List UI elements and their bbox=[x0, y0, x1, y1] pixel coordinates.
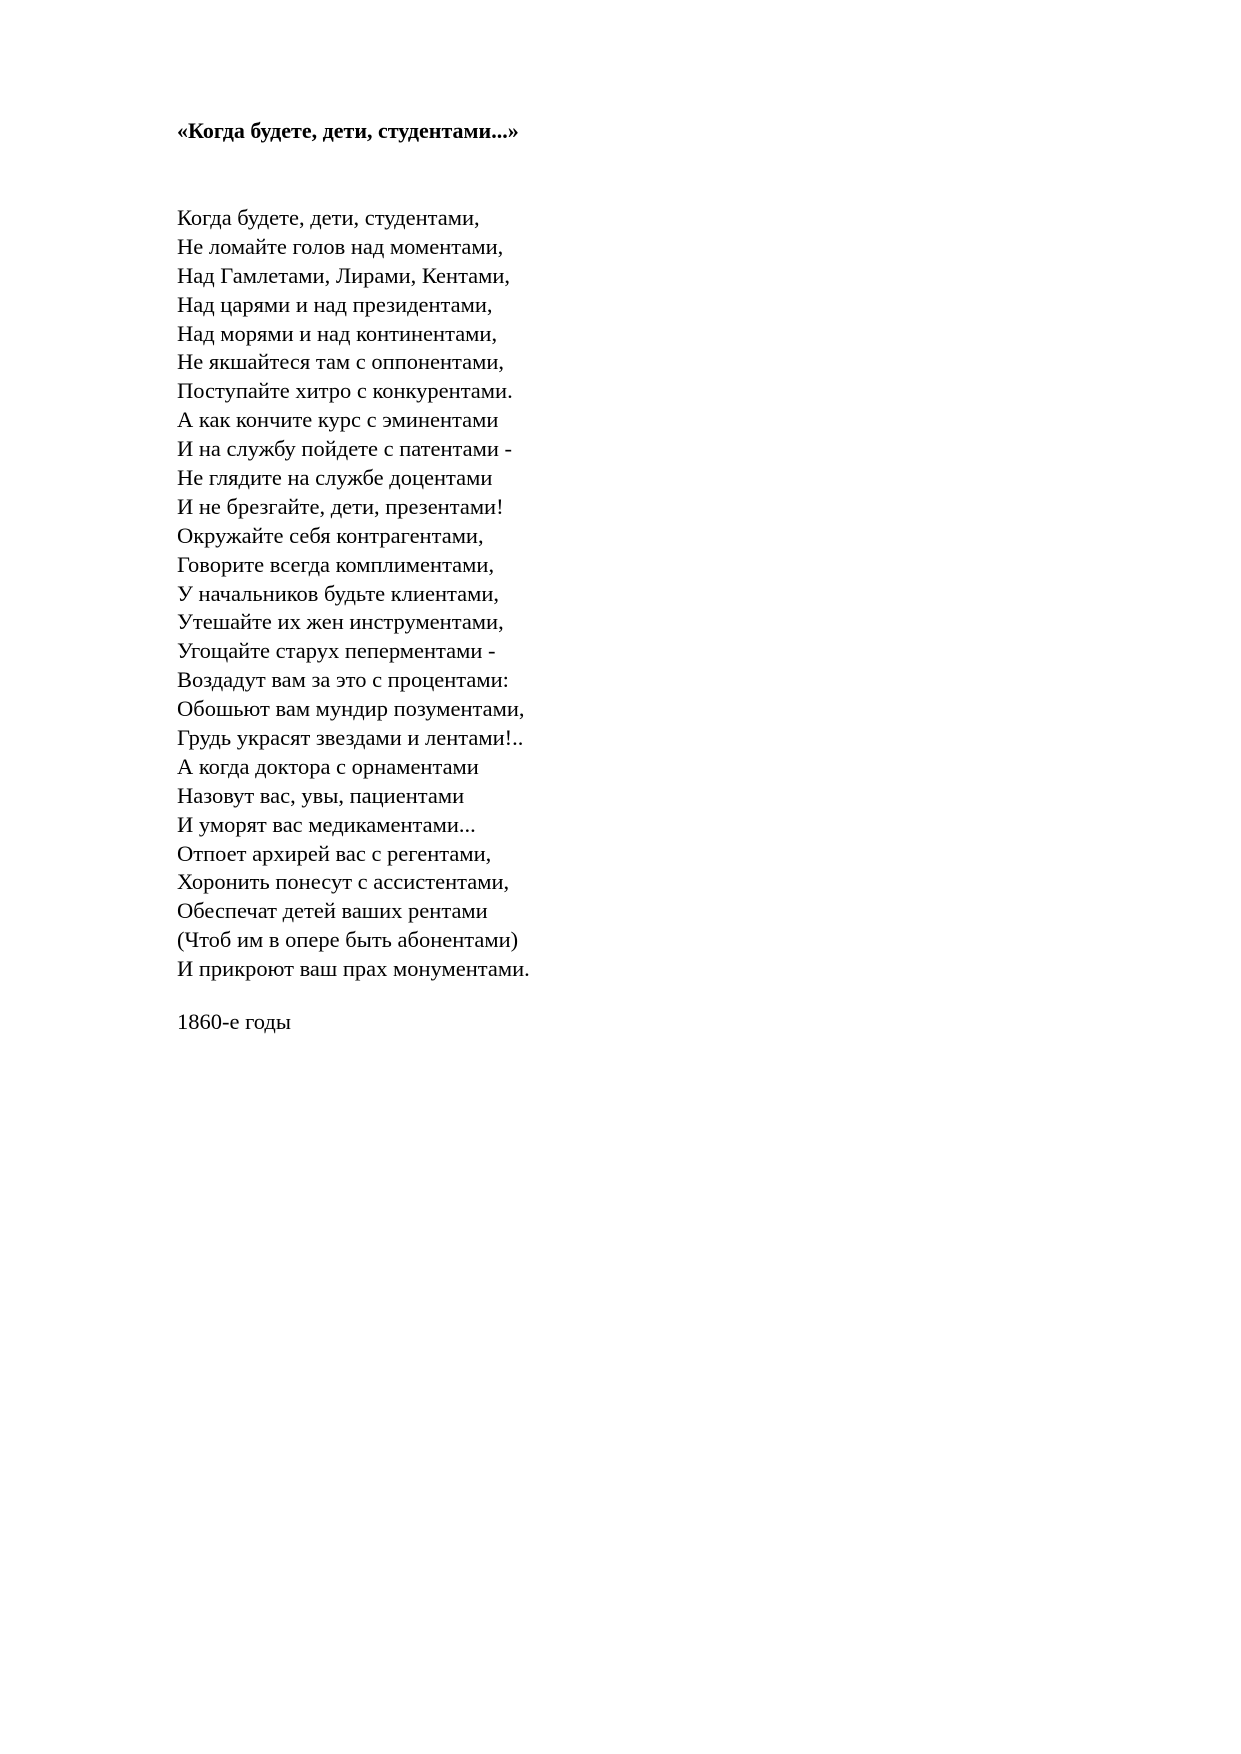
poem-line: Угощайте старух пеперментами - bbox=[177, 638, 496, 664]
poem-line: Обошьют вам мундир позументами, bbox=[177, 696, 525, 722]
poem-line: А как кончите курс с эминентами bbox=[177, 407, 499, 433]
poem-line: Не глядите на службе доцентами bbox=[177, 465, 493, 491]
poem-line: И прикроют ваш прах монументами. bbox=[177, 956, 530, 982]
poem-line: Утешайте их жен инструментами, bbox=[177, 609, 504, 635]
poem-line: Над Гамлетами, Лирами, Кентами, bbox=[177, 262, 511, 288]
poem-line: Не ломайте голов над моментами, bbox=[177, 233, 504, 259]
poem-line: Когда будете, дети, студентами, bbox=[177, 205, 480, 230]
poem-line: Окружайте себя контрагентами, bbox=[177, 522, 484, 548]
poem-line: Отпоет архирей вас с регентами, bbox=[177, 840, 492, 866]
poem-line: Хоронить понесут с ассистентами, bbox=[177, 869, 510, 895]
poem-line: Назовут вас, увы, пациентами bbox=[177, 782, 465, 808]
poem-line: Обеспечат детей ваших рентами bbox=[177, 898, 488, 924]
poem-line: Говорите всегда комплиментами, bbox=[177, 551, 495, 577]
poem-line: А когда доктора с орнаментами bbox=[177, 753, 479, 779]
poem-title: «Когда будете, дети, студентами...» bbox=[177, 118, 519, 143]
poem-line: И не брезгайте, дети, презентами! bbox=[177, 493, 504, 519]
poem-line: Не якшайтеся там с оппонентами, bbox=[177, 349, 505, 375]
poem-line: Грудь украсят звездами и лентами!.. bbox=[177, 725, 524, 751]
poem-line: И уморят вас медикаментами... bbox=[177, 811, 476, 837]
poem-line: У начальников будьте клиентами, bbox=[177, 580, 499, 606]
poem-line: Над царями и над президентами, bbox=[177, 291, 493, 317]
poem-line: Поступайте хитро с конкурентами. bbox=[177, 378, 513, 404]
poem-line: (Чтоб им в опере быть абонентами) bbox=[177, 927, 519, 953]
poem-line: Воздадут вам за это с процентами: bbox=[177, 667, 509, 693]
poem-date: 1860-е годы bbox=[177, 1009, 291, 1034]
poem-body bbox=[177, 204, 530, 984]
poem-line: Над морями и над континентами, bbox=[177, 320, 498, 346]
poem-line: И на службу пойдете с патентами - bbox=[177, 436, 513, 462]
